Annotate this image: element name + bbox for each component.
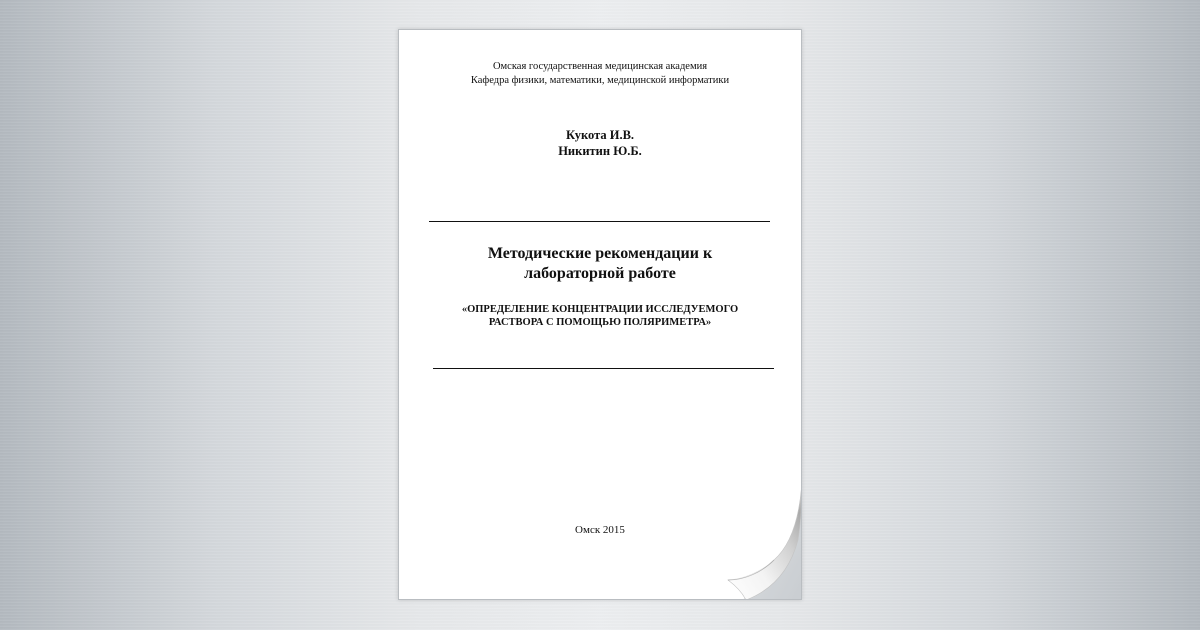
bottom-divider — [433, 368, 774, 369]
city-year: Омск 2015 — [575, 524, 625, 536]
title-line-1: Методические рекомендации к — [487, 245, 713, 262]
title-line-2: лабораторной работе — [524, 265, 676, 282]
author-1: Кукота И.В. — [565, 128, 635, 142]
document-subtitle — [399, 303, 801, 329]
authors-block — [399, 127, 801, 159]
document-title — [399, 244, 801, 284]
institution-block — [399, 60, 801, 88]
top-divider — [429, 221, 770, 222]
subtitle-line-1: «ОПРЕДЕЛЕНИЕ КОНЦЕНТРАЦИИ ИССЛЕДУЕМОГО — [461, 304, 739, 315]
document-page — [398, 29, 802, 600]
subtitle-line-2: РАСТВОРА С ПОМОЩЬЮ ПОЛЯРИМЕТРА» — [488, 317, 712, 328]
institution-name: Омская государственная медицинская академия — [492, 61, 708, 72]
department-name: Кафедра физики, математики, медицинской информатики — [470, 75, 730, 86]
author-2: Никитин Ю.Б. — [558, 144, 642, 158]
page-curl-icon — [722, 480, 802, 600]
